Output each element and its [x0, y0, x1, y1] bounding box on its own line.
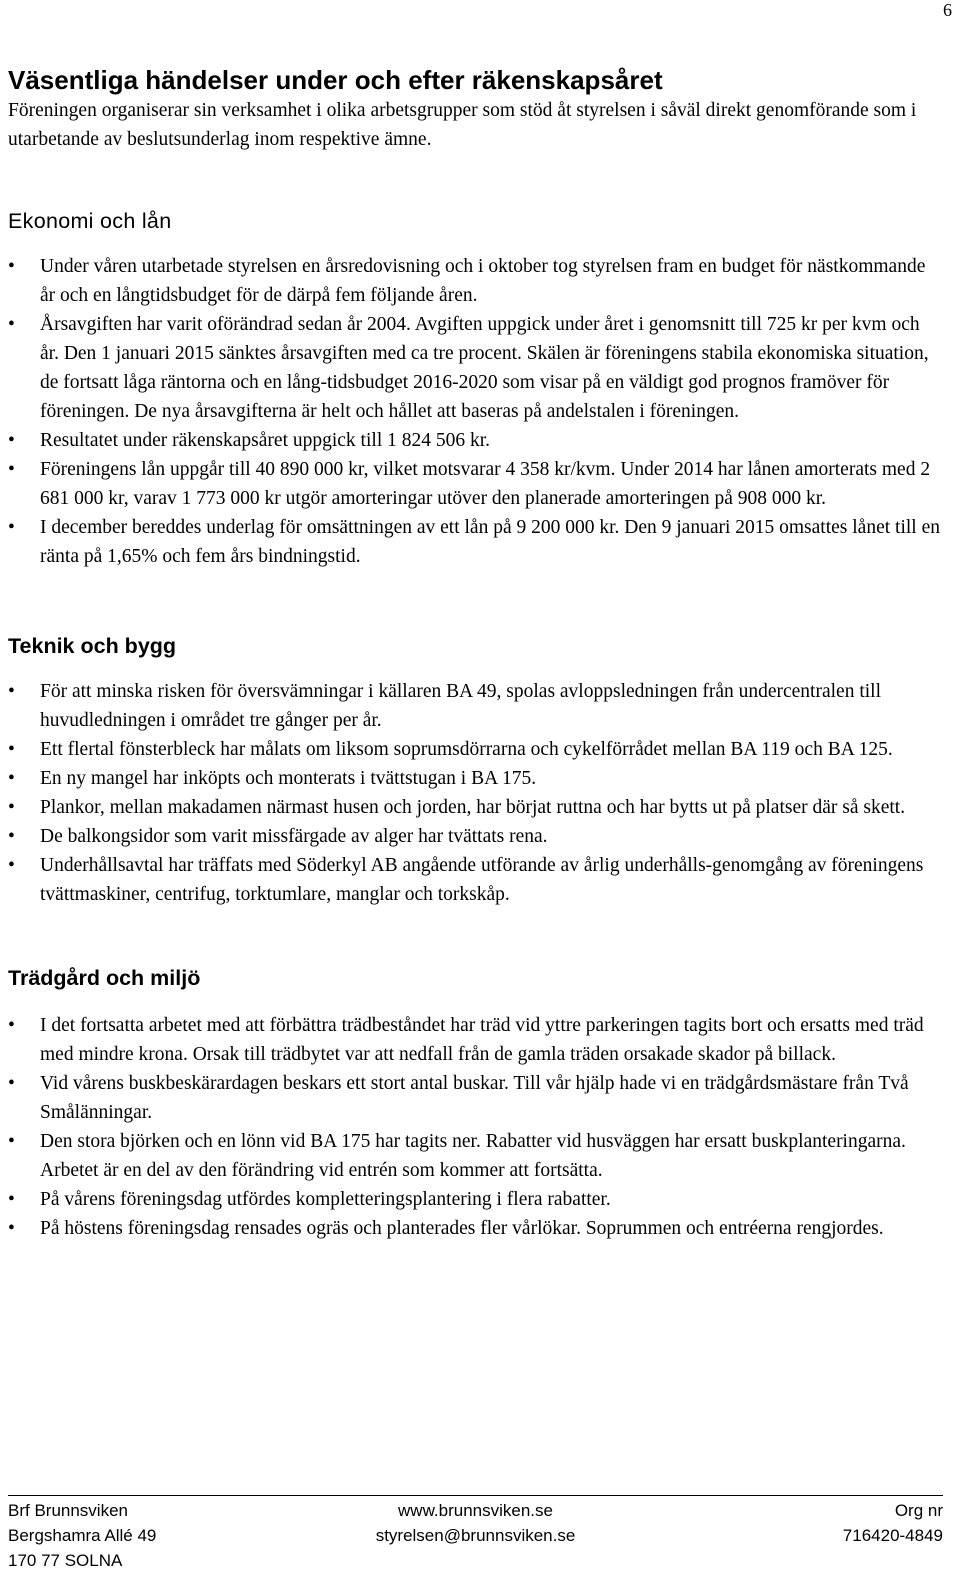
list-item: • På vårens föreningsdag utfördes kompletteringsplantering i flera rabatter.	[8, 1185, 943, 1214]
footer-org-nr: 716420-4849	[842, 1526, 944, 1545]
footer-website-link[interactable]: www.brunnsviken.se	[398, 1501, 553, 1520]
page-number: 6	[943, 0, 952, 20]
footer-address-street: Bergshamra Allé 49	[8, 1526, 157, 1545]
document-body	[8, 64, 943, 1243]
ekonomi-list	[8, 252, 943, 571]
footer-org-nr-label: Org nr	[894, 1501, 944, 1520]
section-heading-tradgard: Trädgård och miljö	[8, 966, 201, 990]
list-item: • Resultatet under räkenskapsåret uppgick till 1 824 506 kr.	[8, 426, 943, 455]
list-item: • Ett flertal fönsterbleck har målats om liksom soprumsdörrarna och cykelförrådet mellan BA 119 och BA 125.	[8, 735, 943, 764]
page-footer	[8, 1495, 943, 1573]
section-heading-teknik: Teknik och bygg	[8, 634, 177, 658]
list-item: • Under våren utarbetade styrelsen en årsredovisning och i oktober tog styrelsen fram en budget för nästkommande år och en långtidsbudget för de därpå fem följande åren.	[8, 252, 943, 310]
list-item: • En ny mangel har inköpts och monterats i tvättstugan i BA 175.	[8, 764, 943, 793]
intro-paragraph: Föreningen organiserar sin verksamhet i olika arbetsgrupper som stöd åt styrelsen i såväl direkt genomförande som i utarbetande av beslutsunderlag inom respektive ämne.	[8, 100, 917, 150]
footer-row-2	[8, 1523, 943, 1548]
list-item: • För att minska risken för översvämningar i källaren BA 49, spolas avloppsledningen från undercentralen till huvudledningen i området tre gånger per år.	[8, 677, 943, 735]
teknik-list	[8, 677, 943, 909]
list-item: • I det fortsatta arbetet med att förbättra trädbeståndet har träd vid yttre parkeringen tagits bort och ersatts med träd med mindre krona. Orsak till trädbytet var att nedfall från de gamla träden orsakade skador på billack.	[8, 1011, 943, 1069]
footer-row-1	[8, 1498, 943, 1523]
list-item: • Föreningens lån uppgår till 40 890 000 kr, vilket motsvarar 4 358 kr/kvm. Under 2014 har lånen amorterats med 2 681 000 kr, varav 1 773 000 kr utgör amorteringar utöver den planerade amorteringen på 908 000 kr.	[8, 455, 943, 513]
list-item: • De balkongsidor som varit missfärgade av alger har tvättats rena.	[8, 822, 943, 851]
list-item: • Vid vårens buskbeskärardagen beskars ett stort antal buskar. Till vår hjälp hade vi en trädgårdsmästare från Två Smålänningar.	[8, 1069, 943, 1127]
footer-email-link[interactable]: styrelsen@brunnsviken.se	[375, 1526, 576, 1545]
footer-address-postal: 170 77 SOLNA	[8, 1551, 123, 1570]
list-item: • Plankor, mellan makadamen närmast husen och jorden, har börjat ruttna och har bytts ut på platser där så skett.	[8, 793, 943, 822]
tradgard-list	[8, 1011, 943, 1243]
list-item: • Årsavgiften har varit oförändrad sedan år 2004. Avgiften uppgick under året i genomsnitt till 725 kr per kvm och år. Den 1 januari 2015 sänktes årsavgiften med ca tre procent. Skälen är föreningens stabila ekonomiska situation, de fortsatt låga räntorna och en lång-tidsbudget 2016-2020 som visar på en väldigt god prognos framöver för föreningen. De nya årsavgifterna är helt och hållet att baseras på andelstalen i föreningen.	[8, 310, 943, 426]
section-heading-ekonomi: Ekonomi och lån	[8, 209, 172, 233]
list-item: • På höstens föreningsdag rensades ogräs och planterades fler vårlökar. Soprummen och entréerna rengjordes.	[8, 1214, 943, 1243]
list-item: • Den stora björken och en lönn vid BA 175 har tagits ner. Rabatter vid husväggen har ersatt buskplanteringarna. Arbetet är en del av den förändring vid entrén som kommer att fortsätta.	[8, 1127, 943, 1185]
footer-divider	[8, 1495, 943, 1496]
footer-row-3	[8, 1548, 943, 1573]
list-item: • I december bereddes underlag för omsättningen av ett lån på 9 200 000 kr. Den 9 januari 2015 omsattes lånet till en ränta på 1,65% och fem års bindningstid.	[8, 513, 943, 571]
page-title: Väsentliga händelser under och efter räkenskapsåret	[8, 65, 663, 95]
footer-org-name: Brf Brunnsviken	[8, 1501, 128, 1520]
list-item: • Underhållsavtal har träffats med Söderkyl AB angående utförande av årlig underhålls-genomgång av föreningens tvättmaskiner, centrifug, torktumlare, manglar och torkskåp.	[8, 851, 943, 909]
